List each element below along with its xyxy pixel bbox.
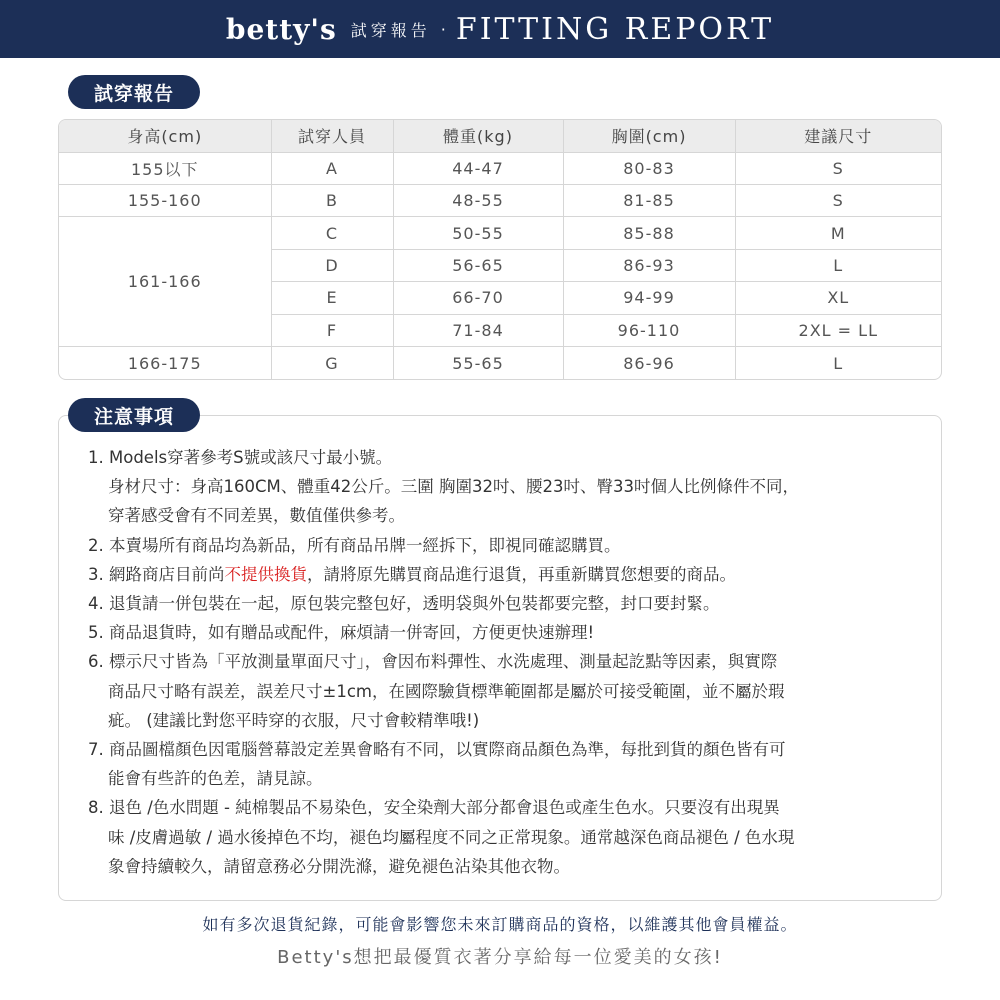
note-line: 能會有些許的色差，請見諒。 — [108, 769, 323, 789]
weight-cell: 71-84 — [393, 314, 563, 346]
header-title-zh: 試穿報告 — [350, 20, 431, 40]
table-row — [59, 347, 941, 379]
column-header: 胸圍(cm) — [563, 120, 735, 152]
note-line: 1. Models穿著參考S號或該尺寸最小號。 — [88, 448, 393, 467]
note-line: 疵。 (建議比對您平時穿的衣服，尺寸會較精準哦!) — [108, 710, 480, 730]
table-row — [59, 217, 941, 249]
weight-cell: 50-55 — [393, 217, 563, 249]
note-line: 味 /皮膚過敏 / 過水後掉色不均，褪色均屬程度不同之正常現象。通常越深色商品褪色 / 色水現 — [108, 827, 795, 847]
header-title-en: FITTING REPORT — [455, 11, 775, 47]
person-cell: A — [271, 152, 393, 184]
note-line: 穿著感受會有不同差異，數值僅供參考。 — [108, 506, 405, 526]
column-header: 建議尺寸 — [735, 120, 941, 152]
size-cell: S — [735, 152, 941, 184]
table-row — [59, 184, 941, 216]
fitting-table — [58, 119, 942, 380]
bust-cell: 80-83 — [563, 152, 735, 184]
note-line: 象會持續較久，請留意務必分開洗滌，避免褪色沾染其他衣物。 — [108, 856, 570, 876]
person-cell: D — [271, 249, 393, 281]
note-text: ，請將原先購買商品進行退貨，再重新購買您想要的商品。 — [307, 564, 736, 584]
weight-cell: 48-55 — [393, 184, 563, 216]
notes-section-title: 注意事項 — [68, 398, 200, 432]
weight-cell: 66-70 — [393, 282, 563, 314]
height-cell: 166-175 — [59, 347, 271, 379]
person-cell: C — [271, 217, 393, 249]
page-header — [0, 0, 1000, 58]
person-cell: F — [271, 314, 393, 346]
height-cell: 161-166 — [59, 217, 271, 347]
size-cell: L — [735, 249, 941, 281]
weight-cell: 55-65 — [393, 347, 563, 379]
size-cell: S — [735, 184, 941, 216]
person-cell: E — [271, 282, 393, 314]
no-exchange-highlight: 不提供換貨 — [224, 564, 307, 584]
weight-cell: 44-47 — [393, 152, 563, 184]
bust-cell: 96-110 — [563, 314, 735, 346]
fitting-section-title: 試穿報告 — [68, 75, 200, 109]
size-cell: M — [735, 217, 941, 249]
size-cell: 2XL = LL — [735, 314, 941, 346]
note-line: 6. 標示尺寸皆為「平放測量單面尺寸」，會因布料彈性、水洗處理、測量起訖點等因素，與實際 — [88, 652, 778, 672]
column-header: 體重(kg) — [393, 120, 563, 152]
bust-cell: 86-93 — [563, 249, 735, 281]
return-warning: 如有多次退貨紀錄，可能會影響您未來訂購商品的資格，以維護其他會員權益。 — [202, 915, 798, 934]
bust-cell: 94-99 — [563, 282, 735, 314]
person-cell: B — [271, 184, 393, 216]
brand-logo: betty's — [225, 12, 337, 46]
bust-cell: 81-85 — [563, 184, 735, 216]
height-cell: 155以下 — [59, 152, 271, 184]
brand-slogan: Betty's想把最優質衣著分享給每一位愛美的女孩! — [277, 947, 723, 968]
note-line: 商品尺寸略有誤差，誤差尺寸±1cm，在國際驗貨標準範圍都是屬於可接受範圍，並不屬於瑕 — [108, 681, 785, 701]
person-cell: G — [271, 347, 393, 379]
note-line: 5. 商品退貨時，如有贈品或配件，麻煩請一併寄回，方便更快速辦理! — [88, 623, 595, 643]
note-line: 4. 退貨請一併包裝在一起，原包裝完整包好，透明袋與外包裝都要完整，封口要封緊。 — [88, 594, 720, 614]
note-line: 2. 本賣場所有商品均為新品，所有商品吊牌一經拆下，即視同確認購買。 — [88, 535, 621, 555]
note-line: 身材尺寸：身高160CM、體重42公斤。三圍 胸圍32吋、腰23吋、臀33吋個人比例條件不同， — [108, 477, 799, 497]
note-line — [88, 560, 918, 589]
table-row — [59, 152, 941, 184]
size-cell: L — [833, 353, 844, 373]
bust-cell: 86-96 — [563, 347, 735, 379]
note-text: 3. 網路商店目前尚 — [88, 564, 225, 584]
note-line: 7. 商品圖檔顏色因電腦營幕設定差異會略有不同，以實際商品顏色為準，每批到貨的顏色皆有可 — [88, 740, 786, 760]
size-cell: XL — [735, 282, 941, 314]
column-header: 試穿人員 — [271, 120, 393, 152]
weight-cell: 56-65 — [393, 249, 563, 281]
table-header-row — [59, 120, 941, 152]
header-separator: · — [440, 19, 446, 39]
bust-cell: 85-88 — [563, 217, 735, 249]
column-header: 身高(cm) — [59, 120, 271, 152]
height-cell: 155-160 — [59, 184, 271, 216]
notes-list — [88, 443, 918, 881]
note-line: 8. 退色 /色水問題 - 純棉製品不易染色，安全染劑大部分都會退色或產生色水。只要沒有出現異 — [88, 798, 780, 818]
